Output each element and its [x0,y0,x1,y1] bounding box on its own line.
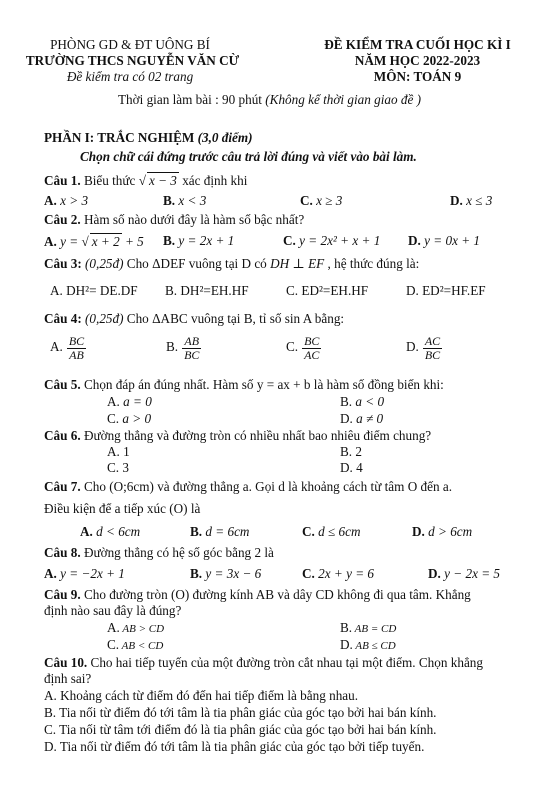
q9-option-c: C. AB < CD [107,637,164,652]
q1-text-b: xác định khi [178,173,248,188]
q5-option-a: A. a = 0 [107,394,152,409]
q2-option-c: C. y = 2x² + x + 1 [283,233,381,248]
q10-option-c: C. Tia nối từ tâm tới điểm đó là tia phân giác của góc tạo bởi hai bán kính. [44,722,437,737]
q1-option-d: D. x ≤ 3 [450,193,493,208]
q7-option-d: D. d > 6cm [412,524,473,539]
q3-option-d: D. ED²=HF.EF [406,283,486,298]
q5-option-d: D. a ≠ 0 [340,411,384,426]
q3-option-b: B. DH²=EH.HF [165,283,249,298]
subject: MÔN: TOÁN 9 [373,69,462,84]
q10-option-b: B. Tia nối từ điểm đó tới tâm là tia phân giác của góc tạo bởi hai bán kính. [44,705,437,720]
q6-option-c: C. 3 [107,460,129,475]
q10-option-d: D. Tia nối từ điểm đó tới tâm là tia phân giác của góc tạo bởi tiếp tuyến. [44,739,425,754]
q10-stem-2: định sai? [44,671,92,686]
q3-stem: Câu 3: (0,25đ) Cho ΔDEF vuông tại D có DH ⊥ EF , hệ thức đúng là: [44,256,420,271]
q6-option-b: B. 2 [340,444,362,459]
q3-option-a: A. DH²= DE.DF [50,283,138,298]
header-school: TRƯỜNG THCS NGUYỄN VĂN CỪ [25,53,240,68]
q1-label: Câu 1. [44,173,81,188]
q2-option-b: B. y = 2x + 1 [163,233,235,248]
q2-option-a: A. y = √ x + 2 + 5 [44,234,144,249]
q8-option-a: A. y = −2x + 1 [44,566,125,581]
q4-option-a: A. $\frac{BC}{AB}$ [50,334,85,362]
q8-option-c: C. 2x + y = 6 [302,566,375,581]
q8-stem: Câu 8. Đường thẳng có hệ số góc bằng 2 là [44,545,274,560]
q4-option-b: B. $\frac{AB}{BC}$ [166,334,200,362]
q1-option-b: B. x < 3 [163,193,207,208]
q3-option-c: C. ED²=EH.HF [286,283,369,298]
q7-option-a: A. d < 6cm [80,524,141,539]
q2-option-d: D. y = 0x + 1 [408,233,481,248]
q2-stem: Câu 2. Hàm số nào dưới đây là hàm số bậc nhất? [44,212,305,227]
q9-stem-2: định nào sau đây là đúng? [44,603,182,618]
q7-option-b: B. d = 6cm [190,524,250,539]
q1-option-c: C. x ≥ 3 [300,193,343,208]
q1-radicand: x − 3 [148,173,177,188]
q6-stem: Câu 6. Đường thẳng và đường tròn có nhiều nhất bao nhiêu điểm chung? [44,428,432,443]
time-label: Thời gian làm bài : 90 phút [118,92,262,107]
q5-option-b: B. a < 0 [340,394,385,409]
q9-option-d: D. AB ≤ CD [340,637,396,652]
time-line [118,92,421,107]
part1-title [44,130,253,145]
part1-main: TRẮC NGHIỆM [97,130,195,145]
q5-stem: Câu 5. Chọn đáp án đúng nhất. Hàm số y = ax + b là hàm số đồng biến khi: [44,377,444,392]
q6-option-a: A. 1 [107,444,130,459]
q4-option-d: D. $\frac{AC}{BC}$ [406,334,441,362]
exam-title: ĐỀ KIỂM TRA CUỐI HỌC KÌ I [324,37,511,52]
time-note: (Không kể thời gian giao đề ) [265,92,422,107]
q10-option-a: A. Khoảng cách từ điểm đó đến hai tiếp điểm là bằng nhau. [44,688,359,703]
q9-option-b: B. AB = CD [340,620,397,635]
school-year: NĂM HỌC 2022-2023 [354,53,481,68]
q6-option-d: D. 4 [340,460,363,475]
q1-stem: Câu 1. Biểu thức √ x − 3 xác định khi [44,173,248,188]
q9-stem-1: Câu 9. Cho đường tròn (O) đường kính AB và dây CD không đi qua tâm. Khẳng [44,587,471,602]
part1-instruction: Chọn chữ cái đứng trước câu trả lời đúng và viết vào bài làm. [80,149,417,164]
q5-option-c: C. a > 0 [107,411,152,426]
q7-stem-2: Điều kiện để a tiếp xúc (O) là [44,501,201,516]
q8-option-d: D. y − 2x = 5 [428,566,501,581]
q10-stem-1: Câu 10. Cho hai tiếp tuyến của một đường tròn cắt nhau tại một điểm. Chọn khẳng [44,655,483,670]
q1-option-a: A. x > 3 [44,193,89,208]
header-dept: PHÒNG GD & ĐT UÔNG BÍ [50,37,210,52]
q7-option-c: C. d ≤ 6cm [302,524,361,539]
q4-stem: Câu 4: (0,25đ) Cho ΔABC vuông tại B, tỉ số sin A bằng: [44,311,345,326]
part1-points: (3,0 điểm) [194,130,253,145]
q9-option-a: A. AB > CD [107,620,165,635]
q8-option-b: B. y = 3x − 6 [190,566,262,581]
part1-prefix: PHẦN I: [44,130,98,145]
q1-text-a: Biểu thức [80,173,139,188]
q4-option-c: C. $\frac{BC}{AC}$ [286,334,320,362]
header-pages-note: Đề kiểm tra có 02 trang [66,69,194,84]
q7-stem-1: Câu 7. Cho (O;6cm) và đường thẳng a. Gọi d là khoảng cách từ tâm O đến a. [44,479,453,494]
